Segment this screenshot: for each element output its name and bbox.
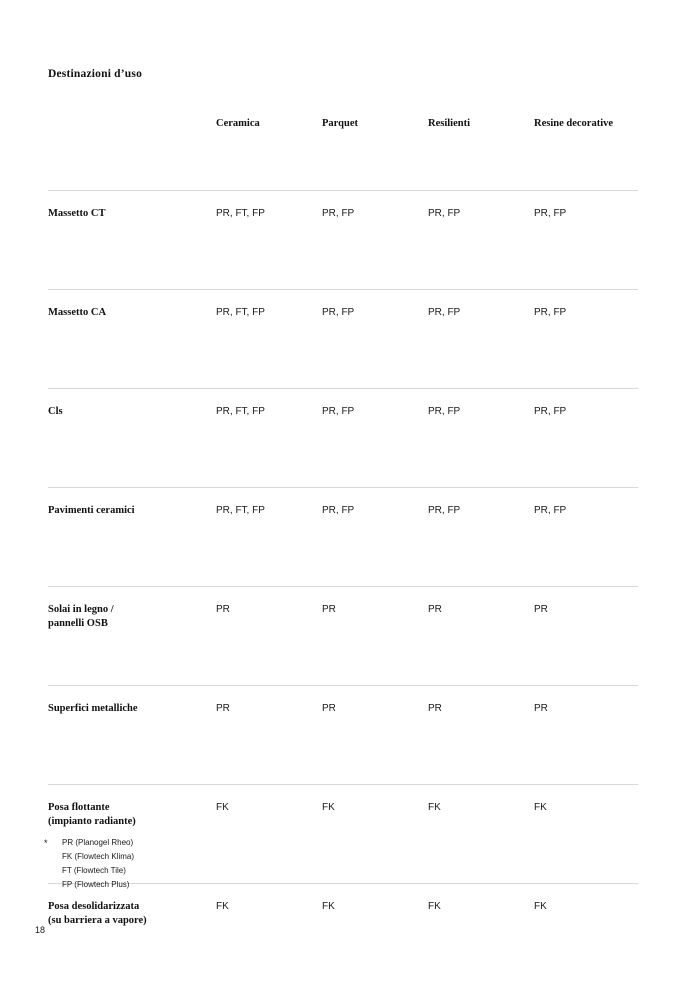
- cell-value: PR: [428, 587, 534, 686]
- row-label: Superfici metalliche: [48, 686, 216, 785]
- cell-value: FK: [428, 785, 534, 884]
- table-corner-cell: [48, 100, 216, 191]
- legend-item: FP (Flowtech Plus): [62, 878, 134, 892]
- cell-value: PR, FP: [428, 389, 534, 488]
- cell-value: PR: [534, 587, 638, 686]
- row-label: Cls: [48, 389, 216, 488]
- cell-value: PR, FP: [534, 290, 638, 389]
- cell-value: PR, FP: [428, 488, 534, 587]
- cell-value: PR, FP: [322, 389, 428, 488]
- cell-value: FK: [534, 785, 638, 884]
- cell-value: PR: [534, 686, 638, 785]
- table-row: [48, 686, 638, 785]
- table-row: [48, 290, 638, 389]
- cell-value: PR, FT, FP: [216, 191, 322, 290]
- table-row: [48, 389, 638, 488]
- row-label: Massetto CA: [48, 290, 216, 389]
- row-label: Pavimenti ceramici: [48, 488, 216, 587]
- cell-value: PR: [216, 686, 322, 785]
- legend-items: [62, 836, 134, 892]
- cell-value: FK: [216, 884, 322, 982]
- table-row: [48, 587, 638, 686]
- cell-value: PR, FT, FP: [216, 488, 322, 587]
- legend-item: FT (Flowtech Tile): [62, 864, 134, 878]
- row-label: Solai in legno / pannelli OSB: [48, 587, 216, 686]
- cell-value: PR: [322, 587, 428, 686]
- cell-value: PR: [216, 587, 322, 686]
- cell-value: PR, FP: [428, 290, 534, 389]
- row-label: Massetto CT: [48, 191, 216, 290]
- column-header-resilienti: Resilienti: [428, 100, 534, 191]
- cell-value: PR, FP: [322, 290, 428, 389]
- legend-item: FK (Flowtech Klima): [62, 850, 134, 864]
- table-row: [48, 785, 638, 884]
- cell-value: PR, FP: [322, 191, 428, 290]
- cell-value: PR, FP: [322, 488, 428, 587]
- cell-value: PR, FT, FP: [216, 389, 322, 488]
- legend-item: PR (Planogel Rheo): [62, 836, 134, 850]
- cell-value: PR, FP: [534, 488, 638, 587]
- legend: [44, 836, 134, 892]
- column-header-ceramica: Ceramica: [216, 100, 322, 191]
- table-body: [48, 191, 638, 982]
- cell-value: FK: [322, 785, 428, 884]
- table-header-row: [48, 100, 638, 191]
- cell-value: FK: [322, 884, 428, 982]
- table-header: [48, 100, 638, 191]
- table-row: [48, 488, 638, 587]
- cell-value: PR: [428, 686, 534, 785]
- cell-value: PR: [322, 686, 428, 785]
- column-header-resine-decorative: Resine decorative: [534, 100, 638, 191]
- cell-value: PR, FP: [534, 191, 638, 290]
- column-header-parquet: Parquet: [322, 100, 428, 191]
- cell-value: PR, FP: [534, 389, 638, 488]
- table-row: [48, 191, 638, 290]
- destinazioni-duso-table: [48, 100, 638, 982]
- cell-value: FK: [216, 785, 322, 884]
- row-label: Posa flottante (impianto radiante): [48, 785, 216, 884]
- row-label: Posa desolidarizzata (su barriera a vapore): [48, 884, 216, 982]
- table-row: [48, 884, 638, 982]
- cell-value: FK: [428, 884, 534, 982]
- cell-value: FK: [534, 884, 638, 982]
- cell-value: PR, FT, FP: [216, 290, 322, 389]
- legend-marker: *: [44, 836, 58, 850]
- page-title: Destinazioni d’uso: [48, 68, 142, 80]
- cell-value: PR, FP: [428, 191, 534, 290]
- page-number: 18: [35, 925, 45, 935]
